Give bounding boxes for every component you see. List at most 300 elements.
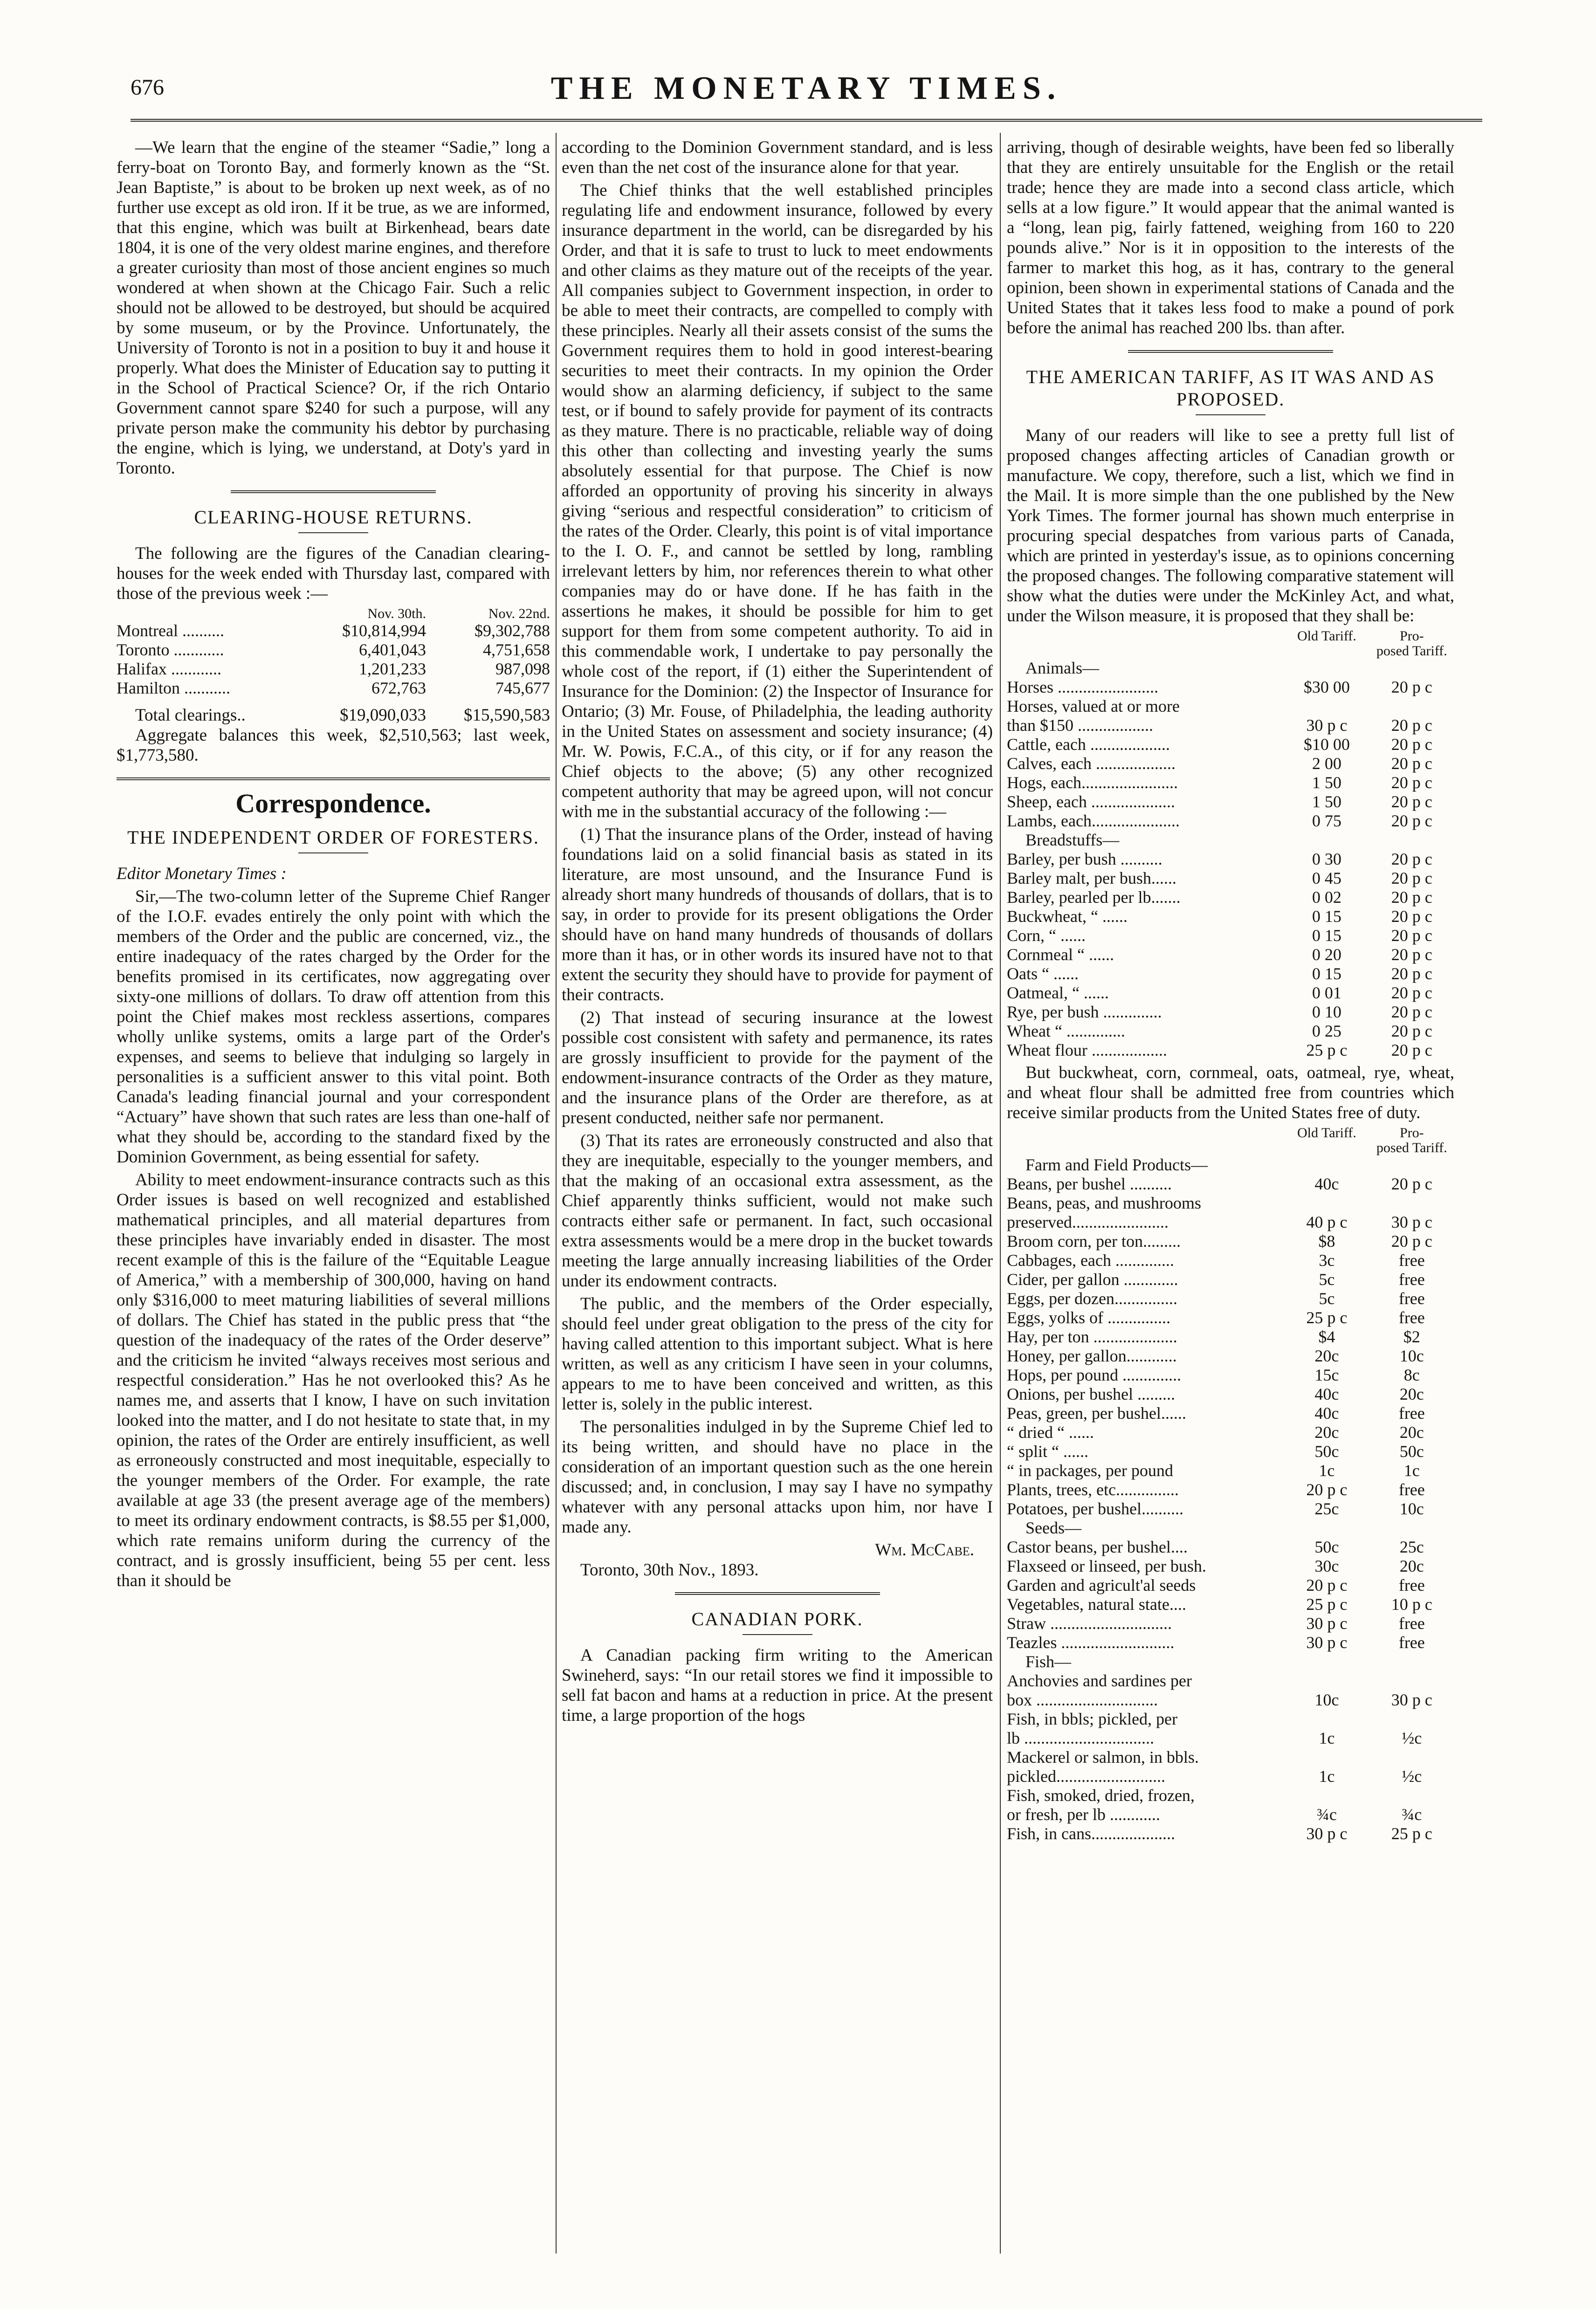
page-number: 676 — [131, 75, 164, 100]
table-row — [1007, 1289, 1454, 1308]
item-label: Potatoes, per bushel.......... — [1007, 1499, 1183, 1518]
item-label: Lambs, each..................... — [1007, 811, 1180, 830]
column-divider — [556, 133, 557, 2254]
old-tariff — [1284, 659, 1369, 678]
proposed-tariff: 25c — [1399, 1538, 1424, 1556]
proposed-tariff: 20 p c — [1391, 1003, 1432, 1021]
proposed-tariff: 20 p c — [1391, 888, 1432, 907]
proposed-tariff: 20 p c — [1391, 1022, 1432, 1040]
old-tariff — [1284, 1748, 1369, 1767]
letter-paragraph: according to the Dominion Government standard, and is less even than the net cost of the insurance alone for that year. — [562, 138, 993, 177]
old-tariff: 0 02 — [1312, 888, 1341, 907]
item-label: Oats “ ...... — [1007, 964, 1079, 983]
table-row — [1007, 1614, 1454, 1633]
proposed-tariff — [1369, 1155, 1454, 1175]
item-label: Straw ............................. — [1007, 1614, 1172, 1633]
item-label: Breadstuffs— — [1025, 831, 1120, 849]
item-label: Fish— — [1025, 1652, 1072, 1671]
clearing-intro: The following are the figures of the Canadian clearing-houses for the week ended with Thursday last, compared with those of the previous week :— — [117, 544, 550, 603]
old-tariff — [1284, 1786, 1369, 1805]
item-label: Hops, per pound .............. — [1007, 1366, 1181, 1384]
table-row — [1007, 1327, 1454, 1347]
old-tariff: $30 00 — [1303, 678, 1350, 696]
proposed-tariff: free — [1398, 1289, 1425, 1308]
table-row — [1007, 1194, 1454, 1213]
letter-point: (1) That the insurance plans of the Order, instead of having foundations laid on a solid financial basis as stated in its literature, are most unsound, and the Insurance Fund is already short many hundreds of thousands of dollars, that is to say, in order to provide for its present obligations the Order should have on hand many hundreds of thousands of dollars more than it has, or in other words its insured have not to that extent the security they should have to provide for payment of their contracts. — [562, 825, 993, 1004]
city: Hamilton ........... — [117, 679, 230, 697]
item-label: lb ............................... — [1007, 1729, 1155, 1747]
letter-point: (3) That its rates are erroneously constructed and also that they are inequitable, especially to the younger members, and that the making of an occasional extra assessment, as the Chief apparently thinks sufficient, would not make such contracts either safe or permanent. In fact, such occasional extra assessments would be a mere drop in the bucket towards meeting the large annually increasing liabilities of the Order under its endowment contracts. — [562, 1131, 993, 1291]
item-label: Fish, in bbls; pickled, per — [1007, 1710, 1177, 1728]
proposed-tariff: 20 p c — [1391, 1232, 1432, 1251]
old-tariff — [1284, 1194, 1369, 1213]
old-tariff: 20c — [1314, 1347, 1339, 1365]
item-label: Cattle, each ................... — [1007, 735, 1170, 754]
old-tariff: 40c — [1314, 1385, 1339, 1403]
old-tariff: 0 45 — [1312, 869, 1341, 887]
item-label: Barley malt, per bush...... — [1007, 869, 1176, 887]
old-tariff — [1284, 1652, 1369, 1671]
proposed-tariff: 20 p c — [1391, 792, 1432, 811]
table-row — [1007, 1308, 1454, 1327]
table-row — [1007, 1442, 1454, 1461]
old-tariff: 0 10 — [1312, 1003, 1341, 1021]
column-3 — [1007, 137, 1454, 1843]
table-row — [1007, 1557, 1454, 1576]
table-row — [1007, 1691, 1454, 1710]
table-row — [1007, 1767, 1454, 1786]
item-label: Eggs, yolks of ............... — [1007, 1308, 1170, 1327]
col-header: Old Tariff. — [1297, 628, 1356, 644]
section-row — [1007, 1155, 1454, 1175]
old-tariff: $8 — [1318, 1232, 1335, 1251]
proposed-tariff: free — [1398, 1404, 1425, 1423]
table-row — [1007, 754, 1454, 773]
table-row — [1007, 1824, 1454, 1843]
proposed-tariff: 50c — [1399, 1442, 1424, 1461]
item-label: Peas, green, per bushel...... — [1007, 1404, 1186, 1423]
item-label: Horses, valued at or more — [1007, 697, 1180, 715]
item-label: Corn, “ ...... — [1007, 926, 1086, 945]
item-label: Cider, per gallon ............. — [1007, 1270, 1178, 1289]
proposed-tariff: 20 p c — [1391, 754, 1432, 773]
item-label: Oatmeal, “ ...... — [1007, 983, 1109, 1002]
table-row — [1007, 1461, 1454, 1480]
section-divider — [231, 490, 436, 493]
col-header — [1369, 1126, 1454, 1155]
old-tariff: 0 20 — [1312, 945, 1341, 964]
old-tariff: 2 00 — [1312, 754, 1341, 773]
tariff-table-1 — [1007, 629, 1454, 1060]
proposed-tariff: 20c — [1399, 1557, 1424, 1575]
table-row — [1007, 735, 1454, 754]
old-tariff: 3c — [1319, 1251, 1335, 1270]
table-row — [1007, 1022, 1454, 1041]
item-label: Barley, per bush .......... — [1007, 850, 1163, 868]
proposed-tariff: 25 p c — [1391, 1824, 1432, 1843]
proposed-tariff — [1369, 1671, 1454, 1691]
col-header: Nov. 22nd. — [488, 606, 550, 621]
steamer-paragraph: —We learn that the engine of the steamer “Sadie,” long a ferry-boat on Toronto Bay, and formerly known as the “St. Jean Baptiste,” is about to be broken up next week, as of no further use except as old iron. If it be true, as we are informed, that this engine, which was built at Birkenhead, bears date 1804, it is one of the very oldest marine engines, and therefore a greater curiosity than most of those ancient engines so much wondered at when shown at the Chicago Fair. Such a relic should not be allowed to be destroyed, but should be acquired by some museum, or by the Province. Unfortunately, the University of Toronto is not in a position to buy it and house it properly. What does the Minister of Education say to putting it in the School of Practical Science? Or, if the rich Ontario Government cannot spare $240 for such a purpose, will any private person make the community his debtor by purchasing the engine, which is lying, we understand, at Doty's yard in Toronto. — [117, 138, 550, 478]
item-label: preserved....................... — [1007, 1213, 1169, 1231]
proposed-tariff: 20 p c — [1391, 907, 1432, 926]
old-tariff: 0 75 — [1312, 811, 1341, 830]
table-row — [1007, 926, 1454, 945]
item-label: Rye, per bush .............. — [1007, 1003, 1162, 1021]
header-part: Pro- — [1399, 628, 1424, 644]
item-label: Cabbages, each .............. — [1007, 1251, 1174, 1270]
table-row — [1007, 1729, 1454, 1748]
proposed-tariff: free — [1398, 1251, 1425, 1270]
value: 672,763 — [371, 679, 426, 697]
proposed-tariff: 30 p c — [1391, 1213, 1432, 1231]
item-label: Hogs, each....................... — [1007, 773, 1178, 792]
proposed-tariff: free — [1398, 1308, 1425, 1327]
value: 745,677 — [495, 679, 550, 697]
proposed-tariff: free — [1398, 1480, 1425, 1499]
old-tariff: 20 p c — [1306, 1480, 1348, 1499]
item-label: Buckwheat, “ ...... — [1007, 907, 1128, 926]
old-tariff: $4 — [1318, 1327, 1335, 1346]
tariff-title: THE AMERICAN TARIFF, AS IT WAS AND AS PROPOSED. — [1026, 366, 1435, 410]
old-tariff: 30 p c — [1306, 716, 1348, 735]
old-tariff: ¾c — [1316, 1805, 1337, 1824]
old-tariff: 5c — [1319, 1270, 1335, 1289]
old-tariff: 0 30 — [1312, 850, 1341, 868]
tariff-table-2 — [1007, 1126, 1454, 1843]
table-row — [1007, 1633, 1454, 1652]
proposed-tariff: 20 p c — [1391, 716, 1432, 735]
old-tariff: 5c — [1319, 1289, 1335, 1308]
old-tariff — [1284, 697, 1369, 716]
item-label: Beans, per bushel .......... — [1007, 1175, 1172, 1193]
old-tariff: 1c — [1319, 1767, 1335, 1786]
item-label: Fish, smoked, dried, frozen, — [1007, 1786, 1195, 1805]
table-row — [1007, 1270, 1454, 1289]
old-tariff: 0 01 — [1312, 983, 1341, 1002]
old-tariff: 40c — [1314, 1175, 1339, 1193]
proposed-tariff: 20c — [1399, 1385, 1424, 1403]
value: 1,201,233 — [358, 660, 426, 678]
item-label: Beans, peas, and mushrooms — [1007, 1194, 1201, 1212]
dateline: Toronto, 30th Nov., 1893. — [580, 1560, 759, 1580]
item-label: Sheep, each .................... — [1007, 792, 1175, 811]
city: Halifax ............ — [117, 660, 221, 678]
proposed-tariff: 10c — [1399, 1347, 1424, 1365]
table-row — [1007, 1786, 1454, 1805]
proposed-tariff — [1369, 1748, 1454, 1767]
table-row — [1007, 1671, 1454, 1691]
table-row — [1007, 792, 1454, 811]
title-rule — [298, 852, 368, 853]
item-label: “ in packages, per pound — [1007, 1461, 1173, 1480]
item-label: Farm and Field Products— — [1025, 1155, 1208, 1174]
table-row — [1007, 1595, 1454, 1614]
proposed-tariff: free — [1398, 1614, 1425, 1633]
item-label: pickled.......................... — [1007, 1767, 1165, 1786]
old-tariff: 40 p c — [1306, 1213, 1348, 1231]
item-label: Mackerel or salmon, in bbls. — [1007, 1748, 1199, 1766]
proposed-tariff: free — [1398, 1270, 1425, 1289]
header-part: posed Tariff. — [1376, 1140, 1447, 1155]
title-rule — [1196, 414, 1266, 415]
total-row — [117, 698, 550, 725]
total-label: Total clearings.. — [135, 706, 246, 725]
table-row — [1007, 1576, 1454, 1595]
old-tariff: 50c — [1314, 1538, 1339, 1556]
proposed-tariff — [1369, 1710, 1454, 1729]
old-tariff: 25c — [1314, 1499, 1339, 1518]
old-tariff: 40c — [1314, 1404, 1339, 1423]
old-tariff: 10c — [1314, 1691, 1339, 1709]
section-row — [1007, 659, 1454, 678]
old-tariff: 0 15 — [1312, 907, 1341, 926]
column-2 — [562, 137, 993, 1728]
city: Toronto ............ — [117, 640, 224, 659]
item-label: Animals— — [1025, 659, 1099, 677]
iof-title: THE INDEPENDENT ORDER OF FORESTERS. — [127, 827, 539, 848]
item-label: Fish, in cans.................... — [1007, 1824, 1176, 1843]
item-label: Garden and agricult'al seeds — [1007, 1576, 1196, 1594]
total-value: $15,590,583 — [464, 706, 550, 725]
old-tariff: 1 50 — [1312, 792, 1341, 811]
letter-paragraph: The personalities indulged in by the Supreme Chief led to its being written, and should have no place in the consideration of an important question such as the one herein discussed; and, in conclusion, I may say I have no sympathy whatever with any personal attacks upon him, nor have I made any. — [562, 1417, 993, 1537]
proposed-tariff — [1369, 1194, 1454, 1213]
value: 6,401,043 — [358, 640, 426, 659]
table-row — [1007, 716, 1454, 735]
item-label: Barley, pearled per lb....... — [1007, 888, 1181, 907]
proposed-tariff: 20 p c — [1391, 926, 1432, 945]
old-tariff: 15c — [1314, 1366, 1339, 1384]
old-tariff: 1 50 — [1312, 773, 1341, 792]
proposed-tariff: 20 p c — [1391, 773, 1432, 792]
section-divider — [675, 1592, 880, 1595]
table-row — [117, 679, 550, 698]
tariff-intro: Many of our readers will like to see a pretty full list of proposed changes affecting articles of Canadian growth or manufacture. We copy, therefore, such a list, which we find in the Mail. It is more simple than the one published by the New York Times. The former journal has shown much enterprise in procuring special despatches from various parts of Canada, which are printed in yesterday's issue, as to opinions concerning the proposed changes. The following comparative statement will show what the duties were under the McKinley Act, and what, under the Wilson measure, it is proposed that they shall be: — [1007, 426, 1454, 625]
old-tariff: 20 p c — [1306, 1576, 1348, 1594]
old-tariff: $10 00 — [1303, 735, 1350, 754]
old-tariff — [1284, 831, 1369, 850]
item-label: Seeds— — [1025, 1519, 1081, 1537]
item-label: Wheat flour .................. — [1007, 1041, 1167, 1059]
aggregate-line: Aggregate balances this week, $2,510,563; last week, $1,773,580. — [117, 726, 550, 765]
proposed-tariff: free — [1398, 1576, 1425, 1594]
proposed-tariff: 30 p c — [1391, 1691, 1432, 1709]
table-row — [117, 621, 550, 640]
item-label: Flaxseed or linseed, per bush. — [1007, 1557, 1206, 1575]
letter-point: (2) That instead of securing insurance at the lowest possible cost consistent with safety and permanence, its rates are grossly insufficient to provide for the payment of the endowment-insurance contracts of the Order as they mature, and the insurance plans of the Order are therefore, as at present conducted, neither safe nor permanent. — [562, 1008, 993, 1127]
proposed-tariff: ½c — [1402, 1729, 1422, 1747]
item-label: Anchovies and sardines per — [1007, 1671, 1192, 1690]
proposed-tariff: 20 p c — [1391, 850, 1432, 868]
section-divider — [1128, 350, 1333, 353]
proposed-tariff: 10c — [1399, 1499, 1424, 1518]
table-row — [1007, 907, 1454, 926]
item-label: or fresh, per lb ............ — [1007, 1805, 1160, 1824]
value: $9,302,788 — [475, 621, 550, 640]
item-label: Wheat “ .............. — [1007, 1022, 1125, 1040]
table-row — [1007, 773, 1454, 792]
page-header — [131, 70, 1482, 107]
proposed-tariff: 20 p c — [1391, 1175, 1432, 1193]
old-tariff: 0 15 — [1312, 964, 1341, 983]
item-label: Teazles ........................... — [1007, 1633, 1175, 1652]
old-tariff: 25 p c — [1306, 1595, 1348, 1614]
section-row — [1007, 1652, 1454, 1671]
header-rule — [131, 119, 1482, 122]
clearing-title: CLEARING-HOUSE RETURNS. — [194, 507, 473, 528]
table-row — [1007, 678, 1454, 697]
table-row — [1007, 1003, 1454, 1022]
letter-paragraph: Ability to meet endowment-insurance contracts such as this Order issues is based on well recognized and established mathematical principles, and all material departures from these principles have invariably ended in disaster. The most recent example of this is the failure of the “Equitable League of America,” with a membership of 300,000, having on hand only $316,000 to meet maturing liabilities of several millions of dollars. The Chief has stated in the public press that “the question of the inadequacy of the rates of the Order deserve” and the criticism he invited “always receives most serious and respectful consideration.” Has he not overlooked this? As he names me, and asserts that I know, I have on such invitation looked into the matter, and I do not hesitate to state that, in my opinion, the rates of the Order are entirely insufficient, as well as erroneously constructed and most inequitable, especially to the younger members of the Order. For example, the rate available at age 33 (the present average age of the members) to meet its ordinary endowment contracts, is $8.55 per $1,000, which rate remains uniform during the currency of the contract, and is grossly insufficient, being 55 per cent. less than it should be — [117, 1170, 550, 1590]
table-row — [1007, 1538, 1454, 1557]
value: 4,751,658 — [483, 640, 550, 659]
section-row — [1007, 1519, 1454, 1538]
table-row — [1007, 850, 1454, 869]
old-tariff: 1c — [1319, 1461, 1335, 1480]
item-label: Cornmeal “ ...... — [1007, 945, 1114, 964]
col-header: Nov. 30th. — [367, 606, 426, 621]
item-label: Calves, each ................... — [1007, 754, 1176, 773]
proposed-tariff: 1c — [1403, 1461, 1420, 1480]
pork-paragraph: A Canadian packing firm writing to the American Swineherd, says: “In our retail stores we find it impossible to sell fat bacon and hams at a reduction in price. At the present time, a large proportion of the hogs — [562, 1646, 993, 1725]
table-row — [1007, 1499, 1454, 1519]
table-row — [1007, 1366, 1454, 1385]
table-row — [1007, 1805, 1454, 1824]
proposed-tariff: 20 p c — [1391, 983, 1432, 1002]
table-row — [1007, 1748, 1454, 1767]
column-1 — [117, 137, 550, 1594]
item-label: box ............................. — [1007, 1691, 1158, 1709]
table-row — [1007, 1251, 1454, 1270]
old-tariff — [1284, 1519, 1369, 1538]
item-label: Eggs, per dozen............... — [1007, 1289, 1177, 1308]
table-row — [1007, 1213, 1454, 1232]
proposed-tariff: 20 p c — [1391, 964, 1432, 983]
old-tariff: 30 p c — [1306, 1824, 1348, 1843]
table-row — [1007, 1423, 1454, 1442]
item-label: Broom corn, per ton......... — [1007, 1232, 1181, 1251]
item-label: Hay, per ton .................... — [1007, 1327, 1177, 1346]
col-header — [1369, 629, 1454, 659]
proposed-tariff: 20 p c — [1391, 945, 1432, 964]
table-row — [1007, 1175, 1454, 1194]
table-row — [1007, 869, 1454, 888]
old-tariff — [1284, 1155, 1369, 1175]
old-tariff: 25 p c — [1306, 1041, 1348, 1059]
proposed-tariff: ¾c — [1402, 1805, 1422, 1824]
table-row — [1007, 888, 1454, 907]
correspondence-heading: Correspondence. — [235, 788, 431, 818]
proposed-tariff: 20 p c — [1391, 735, 1432, 754]
item-label: “ dried “ ...... — [1007, 1423, 1094, 1442]
clearing-table — [117, 606, 550, 725]
proposed-tariff — [1369, 1519, 1454, 1538]
value: $10,814,994 — [342, 621, 426, 640]
masthead: THE MONETARY TIMES. — [550, 70, 1062, 106]
buckwheat-paragraph: But buckwheat, corn, cornmeal, oats, oatmeal, rye, wheat, and wheat flour shall be admitted free from countries which receive similar products from the United States free of duty. — [1007, 1063, 1454, 1122]
item-label: than $150 .................. — [1007, 716, 1153, 735]
proposed-tariff: 20 p c — [1391, 1041, 1432, 1059]
old-tariff: 0 15 — [1312, 926, 1341, 945]
old-tariff: 30 p c — [1306, 1633, 1348, 1652]
title-rule — [298, 532, 368, 533]
proposed-tariff: 20 p c — [1391, 811, 1432, 830]
old-tariff: 0 25 — [1312, 1022, 1341, 1040]
column-divider — [1000, 133, 1001, 2254]
proposed-tariff — [1369, 697, 1454, 716]
proposed-tariff: 8c — [1403, 1366, 1420, 1384]
section-divider — [117, 777, 550, 780]
total-value: $19,090,033 — [339, 706, 426, 725]
proposed-tariff — [1369, 1652, 1454, 1671]
proposed-tariff: 20 p c — [1391, 869, 1432, 887]
letter-paragraph: Sir,—The two-column letter of the Supreme Chief Ranger of the I.O.F. evades entirely the only point with which the members of the Order and the public are concerned, viz., the entire inadequacy of the rates charged by the Order for the benefits promised in its certificates, now aggregating over sixty-one millions of dollars. To draw off attention from this point the Chief makes most reckless assertions, compares wholly unlike systems, omits a large part of the Order's expenses, and seems to believe that indulging so largely in personalities is a sufficient answer to this vital point. Both Canada's leading financial journal and your correspondent “Actuary” have shown that such rates are less than one-half of what they should be, according to the standard fixed by the Dominion Government, as being essential for safety. — [117, 887, 550, 1167]
old-tariff: 25 p c — [1306, 1308, 1348, 1327]
section-row — [1007, 831, 1454, 850]
table-row — [117, 660, 550, 679]
old-tariff: 1c — [1319, 1729, 1335, 1747]
proposed-tariff — [1369, 831, 1454, 850]
value: 987,098 — [495, 660, 550, 678]
table-row — [1007, 1404, 1454, 1423]
item-label: Plants, trees, etc............... — [1007, 1480, 1179, 1499]
title-rule — [743, 1634, 812, 1635]
proposed-tariff: 20 p c — [1391, 678, 1432, 696]
pork-title: CANADIAN PORK. — [691, 1608, 863, 1629]
item-label: Horses ........................ — [1007, 678, 1158, 696]
item-label: Castor beans, per bushel.... — [1007, 1538, 1188, 1556]
table-row — [1007, 1232, 1454, 1251]
old-tariff — [1284, 1671, 1369, 1691]
table-row — [1007, 983, 1454, 1003]
signature: Wm. McCabe. — [875, 1540, 974, 1560]
old-tariff: 50c — [1314, 1442, 1339, 1461]
old-tariff — [1284, 1710, 1369, 1729]
table-row — [1007, 697, 1454, 716]
table-row — [1007, 811, 1454, 831]
table-row — [1007, 1480, 1454, 1499]
proposed-tariff — [1369, 1786, 1454, 1805]
proposed-tariff: free — [1398, 1633, 1425, 1652]
item-label: Vegetables, natural state.... — [1007, 1595, 1186, 1614]
proposed-tariff: ½c — [1402, 1767, 1422, 1786]
item-label: “ split “ ...... — [1007, 1442, 1088, 1461]
table-row — [1007, 964, 1454, 983]
proposed-tariff: $2 — [1403, 1327, 1420, 1346]
col-header: Old Tariff. — [1297, 1125, 1356, 1141]
letter-paragraph: The public, and the members of the Order especially, should feel under great obligation to the press of the city for having called attention to this important subject. What is here written, as well as any criticism I have seen in your columns, appears to me to have been conceived and written, as this letter is, solely in the public interest. — [562, 1294, 993, 1414]
table-row — [1007, 945, 1454, 964]
table-row — [1007, 1385, 1454, 1404]
proposed-tariff: 10 p c — [1391, 1595, 1432, 1614]
table-row — [1007, 1710, 1454, 1729]
editor-line: Editor Monetary Times : — [117, 864, 287, 883]
letter-paragraph: The Chief thinks that the well established principles regulating life and endowment insurance, followed by every insurance department in the world, can be disregarded by his Order, and that it is safe to trust to luck to meet endowments and other claims as they mature out of the receipts of the year. All companies subject to Government inspection, in order to be able to meet their contracts, are compelled to comply with these principles. Nearly all their assets consist of the sums the Government requires them to hold in good interest-bearing securities to meet their contracts. In my opinion the Order would show an alarming deficiency, if subject to the same test, or if bound to safely provide for payment of its contracts as they mature. There is no practicable, reliable way of doing this other than collecting and investing yearly the sums absolutely essential for that purpose. The Chief is now afforded an opportunity of proving his sincerity in always giving “serious and respectful consideration” to criticism of the rates of the Order. Clearly, this point is of vital importance to the I. O. F., and cannot be settled by long, rambling irrelevant letters by him, nor references therein to what other companies may do or have done. If he has faith in the assertions he makes, it should be possible for him to get support for them from some competent authority. To aid in this commendable work, I undertake to pay personally the whole cost of the report, if (1) either the Superintendent of Insurance for the Dominion: (2) the Inspector of Insurance for Ontario; (3) Mr. Fouse, of Philadelphia, the leading authority in the United States on assessment and society insurance; (4) Mr. W. Powis, F.C.A., of this city, or if for any reason the Chief objects to the above; (5) any other recognized competent authority that may be agreed upon, will not concur with me in the substantial accuracy of the following :— — [562, 181, 993, 821]
table-row — [1007, 1347, 1454, 1366]
old-tariff: 20c — [1314, 1423, 1339, 1442]
proposed-tariff — [1369, 659, 1454, 678]
item-label: Honey, per gallon............ — [1007, 1347, 1177, 1365]
old-tariff: 30 p c — [1306, 1614, 1348, 1633]
hogs-paragraph: arriving, though of desirable weights, have been fed so liberally that they are entirely unsuitable for the English or the retail trade; hence they are made into a second class article, which sells at a low figure.” It would appear that the animal wanted is a “long, lean pig, fairly fattened, weighing from 160 to 220 pounds alive.” Nor is it in opposition to the interests of the farmer to market this hog, as it has, contrary to the general opinion, been shown in experimental stations of Canada and the United States that it takes less food to make a pound of pork before the animal has reached 200 lbs. than after. — [1007, 138, 1454, 337]
city: Montreal .......... — [117, 621, 224, 640]
table-row — [117, 640, 550, 660]
header-part: posed Tariff. — [1376, 643, 1447, 659]
header-part: Pro- — [1399, 1125, 1424, 1141]
proposed-tariff: 20c — [1399, 1423, 1424, 1442]
old-tariff: 30c — [1314, 1557, 1339, 1575]
